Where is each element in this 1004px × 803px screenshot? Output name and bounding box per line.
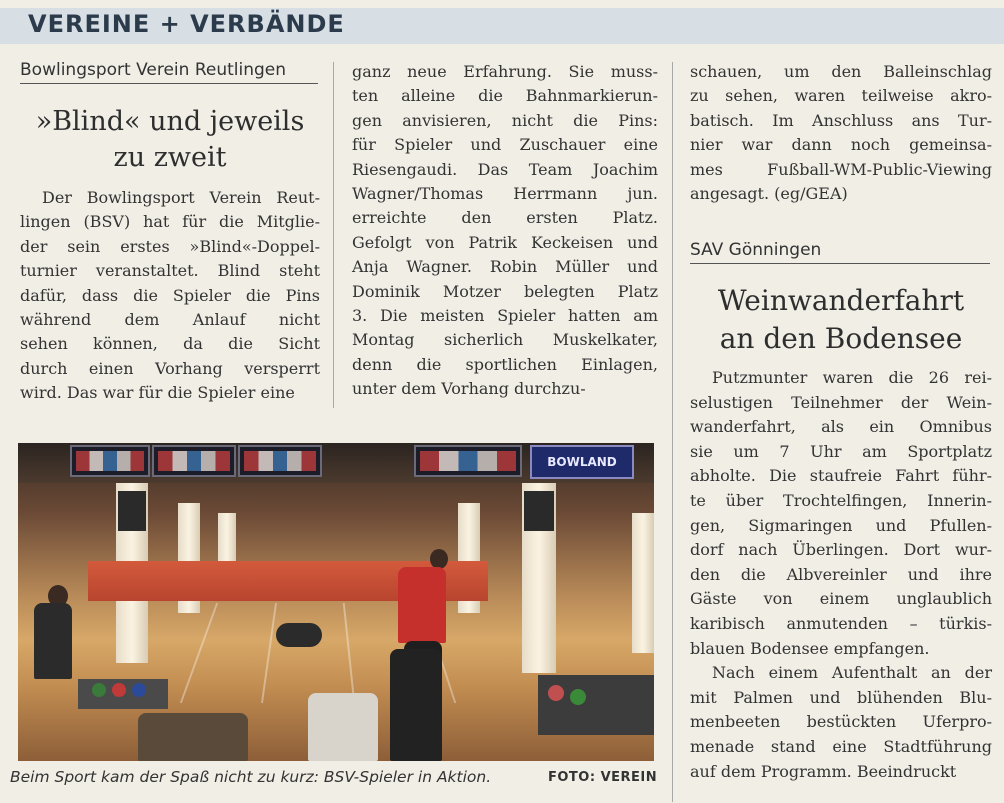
score-screen — [152, 445, 236, 477]
text-line: gen anvisieren, nicht die Pins: — [352, 110, 658, 130]
text-line: schauen, um den Balleinschlag — [690, 62, 992, 81]
text-line: dafür, dass die Spieler die Pins — [20, 285, 320, 305]
text-line: mes Fußball-WM-Public-Viewing — [690, 159, 992, 179]
text-line: sie um 7 Uhr am Sportplatz — [690, 441, 992, 461]
article1-kicker: Bowlingsport Verein Reutlingen — [20, 60, 318, 84]
text-line: batisch. Im Anschluss ans Tur- — [690, 110, 992, 130]
text-line: für Spieler und Zuschauer eine — [352, 135, 658, 155]
article2-headline-line: Weinwanderfahrt — [717, 284, 965, 317]
article2-kicker: SAV Gönningen — [690, 240, 990, 264]
article1-headline-line: »Blind« und jeweils — [35, 106, 305, 137]
text-line: Putzmunter waren die 26 rei- — [712, 368, 992, 387]
lane-line — [343, 603, 356, 703]
player-head — [430, 549, 448, 569]
photo-caption: Beim Sport kam der Spaß nicht zu kurz: BSV-Spieler in Aktion. — [10, 768, 492, 786]
player — [34, 603, 72, 679]
article2-headline-line: an den Bodensee — [719, 322, 963, 355]
text-line: menade stand eine Stadtführung — [690, 736, 992, 756]
bowling-ball — [132, 683, 146, 697]
bowling-ball — [548, 685, 564, 701]
bowling-ball — [570, 689, 586, 705]
score-screen — [70, 445, 150, 477]
lane-line — [180, 603, 218, 703]
text-line: ganz neue Erfahrung. Sie muss- — [352, 62, 658, 81]
text-line: abholte. Die staufreie Fahrt führ- — [690, 466, 992, 486]
article1-column-2 — [352, 60, 658, 402]
text-line: Anja Wagner. Robin Müller und — [352, 257, 658, 277]
text-line: te über Trochtelfingen, Innerin- — [690, 490, 992, 510]
text-line: denn die sportlichen Einlagen, — [352, 354, 658, 374]
player-red-shirt — [398, 567, 446, 643]
crawling-player — [276, 623, 322, 647]
article1-column-1 — [20, 186, 320, 406]
text-line: durch einen Vorhang versperrt — [20, 358, 320, 378]
article1-column-3 — [690, 60, 992, 206]
pillar — [522, 483, 556, 673]
section-title: VEREINE + VERBÄNDE — [28, 10, 345, 38]
column-rule — [333, 62, 334, 408]
bowling-ball — [112, 683, 126, 697]
spectator — [138, 713, 248, 761]
text-line: der sein erstes »Blind«-Doppel- — [20, 236, 320, 256]
text-line: mit Palmen und blühenden Blu- — [690, 687, 992, 707]
spectator — [390, 649, 442, 761]
text-line: gen, Sigmaringen und Pfullen- — [690, 515, 992, 535]
text-line: Montag sicherlich Muskelkater, — [352, 330, 658, 350]
column-rule — [672, 62, 673, 802]
text-line: nier war dann noch gemeinsa- — [690, 135, 992, 155]
text-line: karibisch anmutenden – türkis- — [690, 613, 992, 633]
text-line: während dem Anlauf nicht — [20, 310, 320, 330]
text-line: Nach einem Aufenthalt an der — [712, 663, 992, 683]
text-line: 3. Die meisten Spieler hatten am — [352, 306, 658, 326]
text-line: den die Albvereinler und ihre — [690, 564, 992, 584]
article1-headline — [16, 104, 324, 176]
text-line: Wagner/Thomas Herrmann jun. — [352, 184, 658, 204]
text-line: blauen Bodensee empfangen. — [690, 638, 930, 658]
ball-return — [538, 675, 654, 735]
bowling-ball — [92, 683, 106, 697]
chair — [308, 693, 378, 761]
text-line: unter dem Vorhang durchzu- — [352, 379, 586, 399]
text-line: selustigen Teilnehmer der Wein- — [690, 392, 992, 412]
text-line: ten alleine die Bahnmarkierun- — [352, 86, 658, 106]
article2-headline — [682, 282, 1000, 358]
lane-line — [261, 603, 277, 703]
text-line: Gäste von einem unglaublich — [690, 589, 992, 609]
text-line: dorf nach Überlingen. Dort wur- — [690, 540, 992, 560]
text-line: angesagt. (eg/GEA) — [690, 184, 848, 204]
text-line: Der Bowlingsport Verein Reut- — [42, 188, 320, 207]
text-line: Riesengaudi. Das Team Joachim — [352, 159, 658, 179]
text-line: erreichte den ersten Platz. — [352, 208, 658, 228]
text-line: wird. Das war für die Spieler eine — [20, 383, 295, 403]
text-line: sehen können, da die Sicht — [20, 334, 320, 354]
bowland-screen: BOWLAND — [530, 445, 634, 479]
text-line: auf dem Programm. Beeindruckt — [690, 761, 957, 781]
text-line: lingen (BSV) hat für die Mitglie- — [20, 212, 320, 232]
text-line: Dominik Motzer belegten Platz — [352, 281, 658, 301]
article1-headline-line: zu zweit — [113, 142, 227, 173]
photo-credit: FOTO: VEREIN — [548, 770, 658, 785]
score-screen — [414, 445, 522, 477]
text-line: menbeeten bestückten Uferpro- — [690, 712, 992, 732]
article2-body — [690, 366, 992, 784]
pillar — [632, 513, 654, 653]
text-line: turnier veranstaltet. Blind steht — [20, 261, 320, 281]
bowling-photo — [18, 443, 654, 761]
text-line: zu sehen, waren teilweise akro- — [690, 86, 992, 106]
score-screen — [238, 445, 322, 477]
text-line: wanderfahrt, als ein Omnibus — [690, 417, 992, 437]
text-line: Gefolgt von Patrik Keckeisen und — [352, 232, 658, 252]
